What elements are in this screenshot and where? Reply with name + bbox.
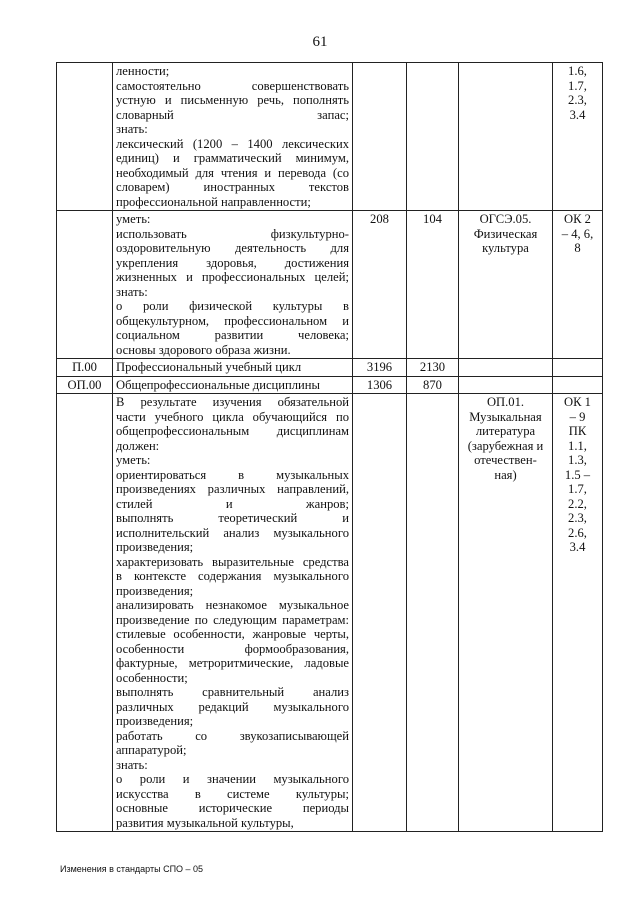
cycle-code-cell [57, 359, 113, 377]
required-hours: 104 [423, 212, 442, 226]
requirement-line: особенности формообразования, [116, 641, 349, 656]
competency-line: 1.1, [568, 438, 587, 453]
requirement-line: анализировать незнакомое музыкальное [116, 598, 349, 612]
requirement-line: основы здорового образа жизни. [116, 342, 291, 357]
competency-line: 1.6, [568, 64, 587, 78]
required-hours-cell [407, 394, 459, 832]
requirements-cell [113, 376, 353, 394]
requirement-line: знать: [116, 284, 148, 299]
discipline-cell [459, 63, 553, 211]
competency-line: ОК 1 [564, 395, 591, 409]
discipline-line: отечествен- [474, 453, 537, 467]
requirement-line: о роли физической культуры в [116, 299, 349, 313]
discipline-line: ная) [494, 467, 517, 482]
required-hours-cell [407, 359, 459, 377]
table-row [57, 211, 603, 359]
requirement-line: фактурные, метроритмические, ладовые [116, 656, 349, 670]
cycle-code: ОП.00 [67, 377, 102, 392]
competency-line: – 9 [569, 409, 586, 424]
competency-line: 2.6, [568, 525, 587, 540]
max-hours: 208 [370, 212, 389, 226]
requirement-line: работать со звукозаписывающей [116, 728, 349, 743]
requirement-line: произведениях различных направлений, [116, 482, 349, 496]
requirement-line: словарем) иностранных текстов [116, 180, 349, 194]
requirement-line: Профессиональный учебный цикл [116, 360, 302, 374]
requirements-cell [113, 211, 353, 359]
requirement-line: Общепрофессиональные дисциплины [116, 377, 320, 392]
requirement-line: ленности; [116, 64, 170, 78]
requirement-line: произведения; [116, 714, 194, 728]
requirements-cell [113, 63, 353, 211]
competency-line: 3.4 [569, 540, 586, 554]
competencies-cell [553, 211, 603, 359]
discipline-line: (зарубежная и [467, 438, 544, 453]
requirement-line: единиц) и грамматический минимум, [116, 151, 349, 165]
competency-line: 1.7, [568, 482, 587, 496]
cycle-code-cell [57, 63, 113, 211]
table-row [57, 63, 603, 211]
competency-line: ОК 2 [564, 212, 591, 226]
max-hours: 1306 [366, 377, 393, 392]
competency-line: ПК [568, 424, 587, 438]
required-hours: 870 [423, 377, 442, 392]
table-row [57, 376, 603, 394]
competency-line: – 4, 6, [561, 226, 594, 241]
requirement-line: искусства в системе культуры; [116, 786, 349, 801]
competencies-cell [553, 359, 603, 377]
competency-line: 8 [574, 241, 581, 255]
requirement-line: стилей и жанров; [116, 496, 349, 511]
requirement-line: уметь: [116, 453, 151, 467]
competencies-cell [553, 63, 603, 211]
requirement-line: устную и письменную речь, пополнять [116, 93, 349, 107]
requirement-line: знать: [116, 122, 148, 136]
requirement-line: лексический (1200 – 1400 лексических [116, 136, 349, 151]
competency-line: 1.7, [568, 78, 587, 93]
requirement-line: жизненных и профессиональных целей; [116, 270, 349, 284]
competency-line: 2.2, [568, 496, 587, 511]
requirement-line: необходимый для чтения и перевода (со [116, 165, 349, 180]
curriculum-table [56, 62, 603, 832]
max-hours: 3196 [366, 360, 393, 374]
cycle-code-cell [57, 394, 113, 832]
requirement-line: знать: [116, 757, 148, 772]
requirement-line: произведение по следующим параметрам: [116, 612, 349, 627]
requirement-line: уметь: [116, 212, 151, 226]
competency-line: 2.3, [568, 511, 587, 525]
competencies-cell [553, 376, 603, 394]
max-hours-cell [353, 394, 407, 832]
requirement-line: аппаратурой; [116, 743, 187, 757]
requirement-line: особенности; [116, 670, 188, 685]
requirement-line: словарный запас; [116, 107, 349, 122]
discipline-cell [459, 211, 553, 359]
required-hours-cell [407, 63, 459, 211]
cycle-code-cell [57, 211, 113, 359]
requirement-line: части учебного цикла обучающийся по [116, 409, 349, 424]
table-row [57, 394, 603, 832]
discipline-cell [459, 376, 553, 394]
requirement-line: о роли и значении музыкального [116, 772, 349, 786]
discipline-line: культура [482, 241, 529, 255]
requirement-line: должен: [116, 438, 160, 453]
competency-line: 1.3, [568, 453, 587, 467]
discipline-cell [459, 359, 553, 377]
requirement-line: укрепления здоровья, достижения [116, 255, 349, 270]
discipline-line: Музыкальная [469, 409, 542, 424]
requirement-line: оздоровительную деятельность для [116, 241, 349, 255]
competencies-cell [553, 394, 603, 832]
requirement-line: характеризовать выразительные средства [116, 554, 349, 569]
requirement-line: основные исторические периоды [116, 801, 349, 815]
page-number: 61 [312, 34, 328, 50]
competency-line: 3.4 [569, 107, 586, 122]
max-hours-cell [353, 359, 407, 377]
cycle-code: П.00 [72, 360, 97, 374]
requirement-line: в контексте содержания музыкального [116, 569, 349, 583]
requirements-cell [113, 394, 353, 832]
max-hours-cell [353, 376, 407, 394]
requirement-line: ориентироваться в музыкальных [116, 467, 349, 482]
requirement-line: произведения; [116, 583, 194, 598]
requirement-line: профессиональной направленности; [116, 194, 311, 209]
requirement-line: использовать физкультурно- [116, 226, 349, 241]
max-hours-cell [353, 63, 407, 211]
discipline-line: литература [475, 424, 536, 438]
requirement-line: самостоятельно совершенствовать [116, 78, 349, 93]
requirement-line: общекультурном, профессиональном и [116, 313, 349, 328]
required-hours-cell [407, 376, 459, 394]
requirement-line: стилевые особенности, жанровые черты, [116, 627, 349, 641]
competency-line: 2.3, [568, 93, 587, 107]
requirement-line: произведения; [116, 540, 194, 554]
requirement-line: социальном развитии человека; [116, 328, 349, 342]
requirement-line: развития музыкальной культуры, [116, 815, 294, 830]
requirement-line: исполнительский анализ музыкального [116, 525, 349, 540]
footer-note: Изменения в стандарты СПО – 05 [60, 864, 204, 874]
requirement-line: различных редакций музыкального [116, 699, 349, 714]
required-hours: 2130 [419, 360, 446, 374]
competency-line: 1.5 – [564, 467, 591, 482]
discipline-line: Физическая [473, 226, 538, 241]
discipline-line: ОП.01. [486, 395, 525, 409]
max-hours-cell [353, 211, 407, 359]
discipline-line: ОГСЭ.05. [479, 212, 532, 226]
table-row [57, 359, 603, 377]
requirements-cell [113, 359, 353, 377]
requirement-line: выполнять сравнительный анализ [116, 685, 349, 699]
requirement-line: общепрофессиональным дисциплинам [116, 424, 349, 438]
required-hours-cell [407, 211, 459, 359]
discipline-cell [459, 394, 553, 832]
cycle-code-cell [57, 376, 113, 394]
requirement-line: выполнять теоретический и [116, 511, 349, 525]
requirement-line: В результате изучения обязательной [116, 395, 349, 409]
